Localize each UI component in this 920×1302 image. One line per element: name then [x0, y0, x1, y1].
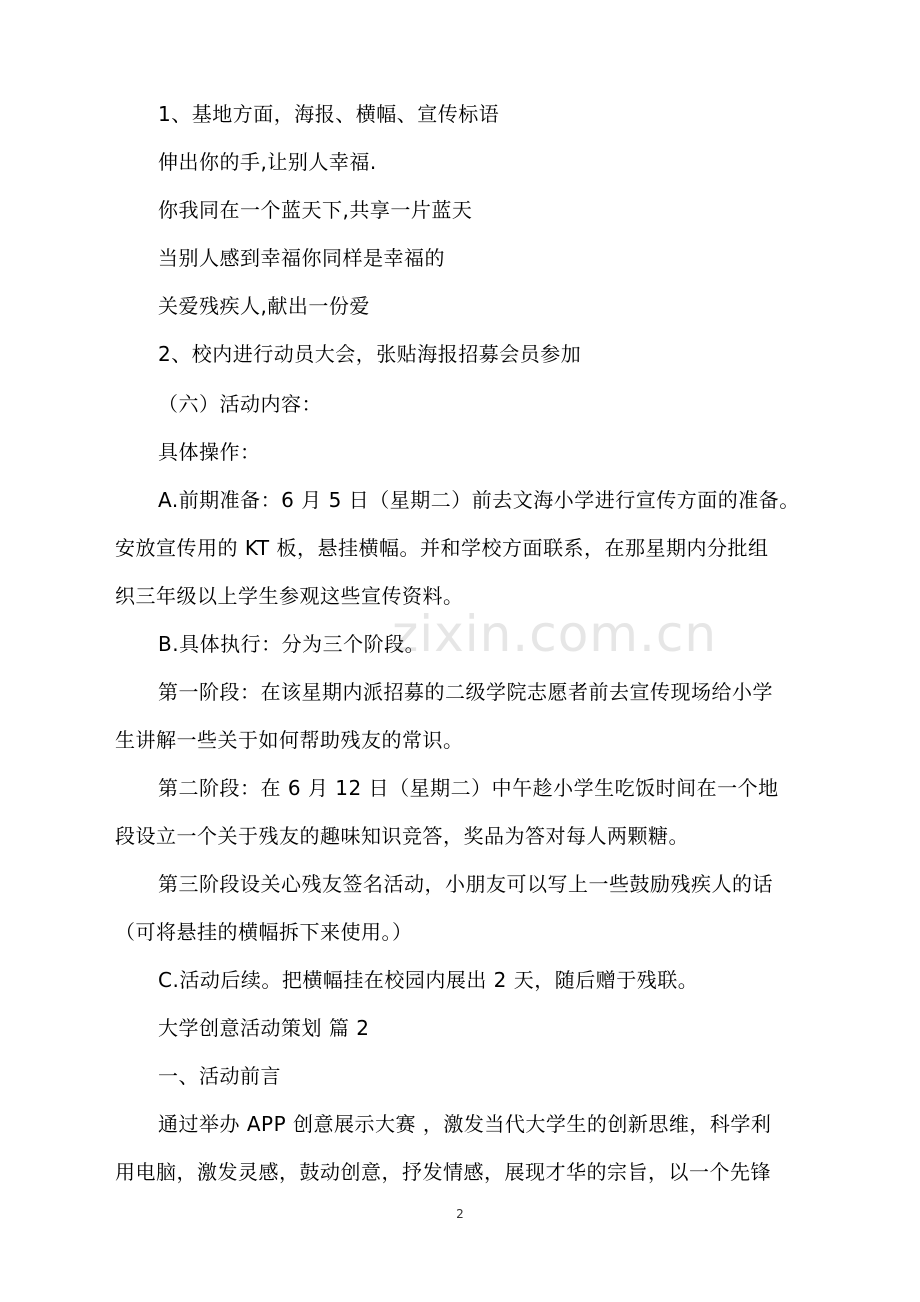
text-line: 当别人感到幸福你同样是幸福的	[158, 246, 445, 270]
text-line: 用电脑，激发灵感，鼓动创意，抒发情感，展现才华的宗旨，以一个先锋	[115, 1160, 771, 1184]
section-heading: 一、活动前言	[158, 1064, 281, 1088]
text-line: A.前期准备：6 月 5 日（星期二）前去文海小学进行宣传方面的准备。	[158, 488, 800, 512]
text-line: 第三阶段设关心残友签名活动，小朋友可以写上一些鼓励残疾人的话	[158, 872, 773, 896]
page-number: 2	[456, 1207, 464, 1221]
text-line: 织三年级以上学生参观这些宣传资料。	[115, 584, 464, 608]
text-line: C.活动后续。把横幅挂在校园内展出 2 天，随后赠于残联。	[158, 968, 699, 992]
text-line: 安放宣传用的 KT 板，悬挂横幅。并和学校方面联系，在那星期内分批组	[115, 536, 769, 560]
text-line: 2、校内进行动员大会，张贴海报招募会员参加	[158, 342, 582, 366]
text-line: 第一阶段：在该星期内派招募的二级学院志愿者前去宣传现场给小学	[158, 680, 773, 704]
text-line: 第二阶段：在 6 月 12 日（星期二）中午趁小学生吃饭时间在一个地	[158, 776, 779, 800]
text-line: 伸出你的手,让别人幸福.	[158, 150, 377, 174]
text-line: 关爱残疾人,献出一份爱	[158, 294, 370, 318]
text-line: （可将悬挂的横幅拆下来使用。）	[115, 920, 413, 944]
text-line: 1、基地方面，海报、横幅、宣传标语	[158, 102, 500, 126]
text-line: 具体操作：	[158, 440, 261, 464]
text-line: B.具体执行：分为三个阶段。	[158, 632, 426, 656]
text-line: 你我同在一个蓝天下,共享一片蓝天	[158, 198, 473, 222]
text-line: 通过举办 APP 创意展示大赛 ，激发当代大学生的创新思维，科学利	[158, 1112, 772, 1136]
watermark: zixin.com.cn	[392, 605, 718, 663]
text-line: 生讲解一些关于如何帮助残友的常识。	[115, 728, 464, 752]
section-heading: （六）活动内容：	[158, 392, 322, 416]
section-title: 大学创意活动策划 篇 2	[158, 1016, 370, 1040]
text-line: 段设立一个关于残友的趣味知识竞答，奖品为答对每人两颗糖。	[115, 824, 689, 848]
